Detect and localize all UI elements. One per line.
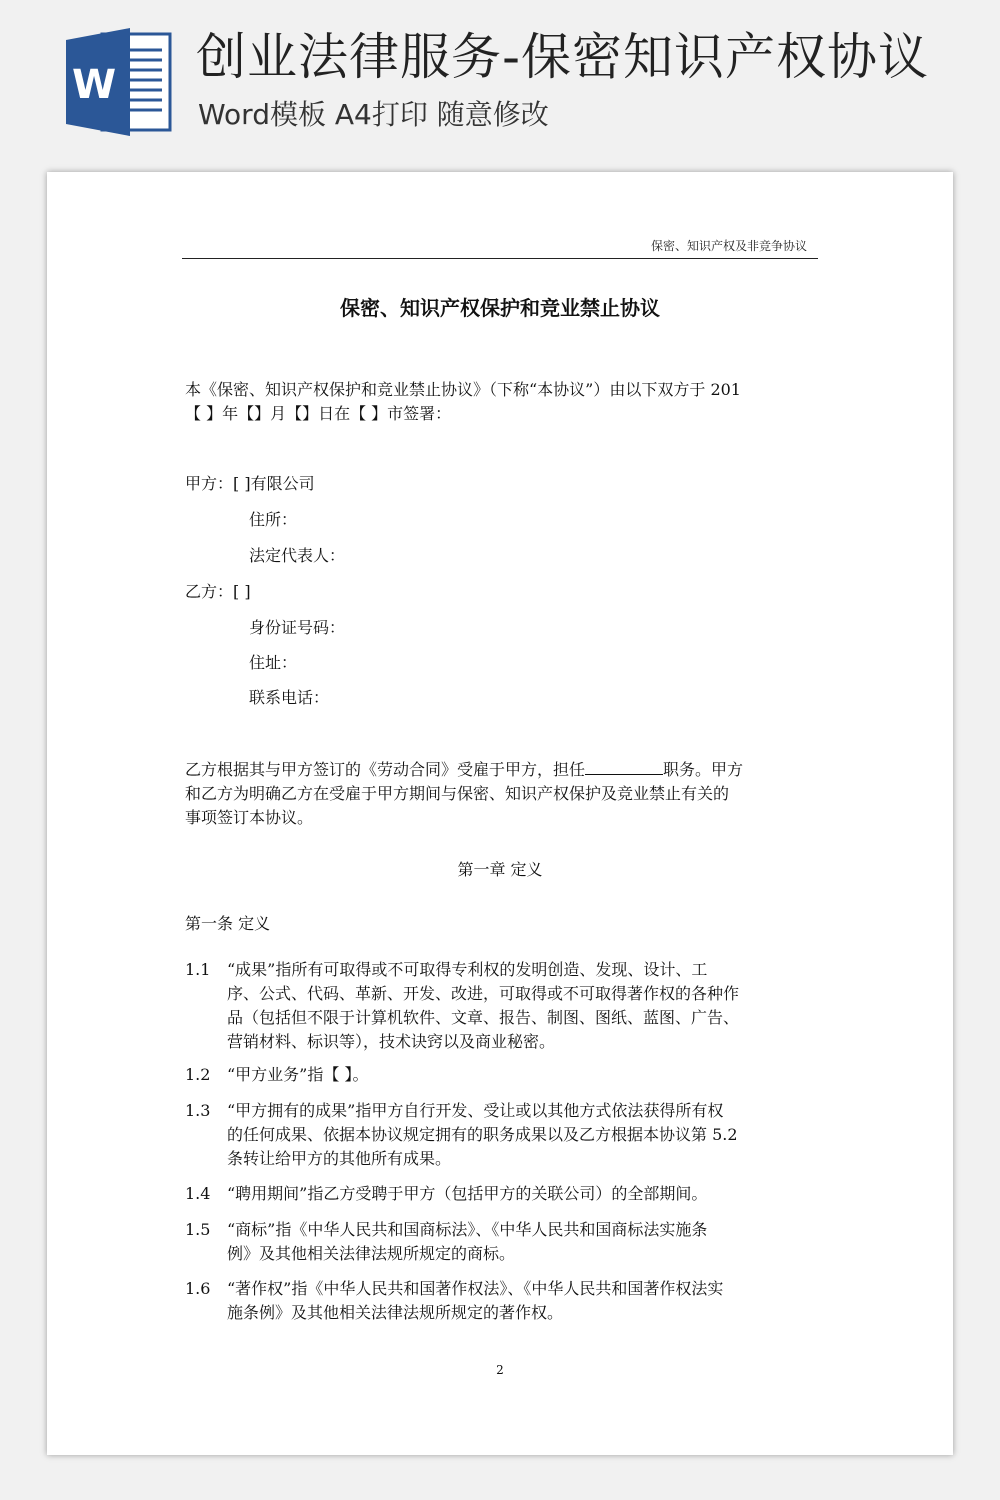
banner-subtitle: Word模板 A4打印 随意修改 — [198, 98, 549, 131]
clause-1-2 — [185, 1063, 821, 1087]
clause-line: “著作权”指《中华人民共和国著作权法》、《中华人民共和国著作权法实 — [227, 1279, 724, 1298]
clause-line: “甲方业务”指【 】。 — [227, 1065, 369, 1084]
clause-number: 1.6 — [185, 1279, 211, 1298]
clause-line: 的任何成果、依据本协议规定拥有的职务成果以及乙方根据本协议第 5.2 — [227, 1125, 738, 1144]
clause-line: 例》及其他相关法律法规所规定的商标。 — [227, 1244, 516, 1263]
clause-body — [227, 958, 821, 1054]
clause-line: 品（包括但不限于计算机软件、文章、报告、制图、图纸、蓝图、广告、 — [227, 1008, 740, 1027]
clause-line: 施条例》及其他相关法律法规所规定的著作权。 — [227, 1303, 564, 1322]
article-heading: 第一条 定义 — [185, 914, 271, 933]
party-b-id-number: 身份证号码： — [249, 618, 346, 637]
clause-number: 1.2 — [185, 1065, 211, 1084]
clause-number: 1.1 — [185, 960, 211, 979]
clause-1-6 — [185, 1277, 821, 1325]
clause-number: 1.3 — [185, 1101, 211, 1120]
template-banner — [0, 0, 1000, 165]
clause-body — [227, 1218, 821, 1266]
document-title: 保密、知识产权保护和竞业禁止协议 — [340, 296, 660, 320]
clause-line: “聘用期间”指乙方受聘于甲方（包括甲方的关联公司）的全部期间。 — [227, 1184, 708, 1203]
chapter-heading: 第一章 定义 — [457, 860, 543, 879]
banner-title: 创业法律服务-保密知识产权协议 — [196, 28, 930, 86]
intro-paragraph — [185, 378, 817, 426]
header-rule — [182, 258, 818, 259]
clause-body — [227, 1063, 821, 1087]
clause-body — [227, 1277, 821, 1325]
running-header: 保密、知识产权及非竞争协议 — [650, 239, 807, 253]
recital-line: 事项签订本协议。 — [185, 808, 314, 827]
logo-letter: W — [71, 62, 117, 108]
clause-line: “甲方拥有的成果”指甲方自行开发、受让或以其他方式依法获得所有权 — [227, 1101, 724, 1120]
clause-body — [227, 1182, 821, 1206]
recital-text: 职务。甲方 — [663, 760, 744, 779]
recital-text: 乙方根据其与甲方签订的《劳动合同》受雇于甲方，担任 — [185, 760, 586, 779]
clause-1-5 — [185, 1218, 821, 1266]
party-a-label: 甲方：[ ]有限公司 — [185, 474, 315, 493]
recital-paragraph — [185, 758, 817, 830]
party-a-representative: 法定代表人： — [249, 546, 346, 565]
clause-body — [227, 1099, 821, 1171]
party-b-address: 住址： — [249, 653, 298, 672]
intro-line: 【 】年【】月【】日在【 】市签署： — [185, 404, 452, 423]
clause-line: 序、公式、代码、革新、开发、改进，可取得或不可取得著作权的各种作 — [227, 984, 740, 1003]
clause-line: 营销材料、标识等），技术诀窍以及商业秘密。 — [227, 1032, 556, 1051]
clause-line: 条转让给甲方的其他所有成果。 — [227, 1149, 452, 1168]
document-page — [47, 172, 953, 1455]
party-b-phone: 联系电话： — [249, 688, 330, 707]
clause-1-4 — [185, 1182, 821, 1206]
clause-number: 1.5 — [185, 1220, 211, 1239]
recital-line — [185, 758, 817, 782]
clause-1-1 — [185, 958, 821, 1054]
clause-line: “成果”指所有可取得或不可取得专利权的发明创造、发现、设计、工 — [227, 960, 708, 979]
clause-line: “商标”指《中华人民共和国商标法》、《中华人民共和国商标法实施条 — [227, 1220, 708, 1239]
word-document-icon — [64, 26, 174, 138]
clause-number: 1.4 — [185, 1184, 211, 1203]
intro-line: 本《保密、知识产权保护和竞业禁止协议》（下称“本协议”）由以下双方于 201 — [185, 380, 741, 399]
party-a-address: 住所： — [249, 510, 298, 529]
recital-line: 和乙方为明确乙方在受雇于甲方期间与保密、知识产权保护及竞业禁止有关的 — [185, 784, 730, 803]
party-b-label: 乙方：[ ] — [185, 582, 251, 601]
position-blank — [585, 758, 663, 775]
page-number: 2 — [496, 1363, 504, 1377]
clause-1-3 — [185, 1099, 821, 1171]
